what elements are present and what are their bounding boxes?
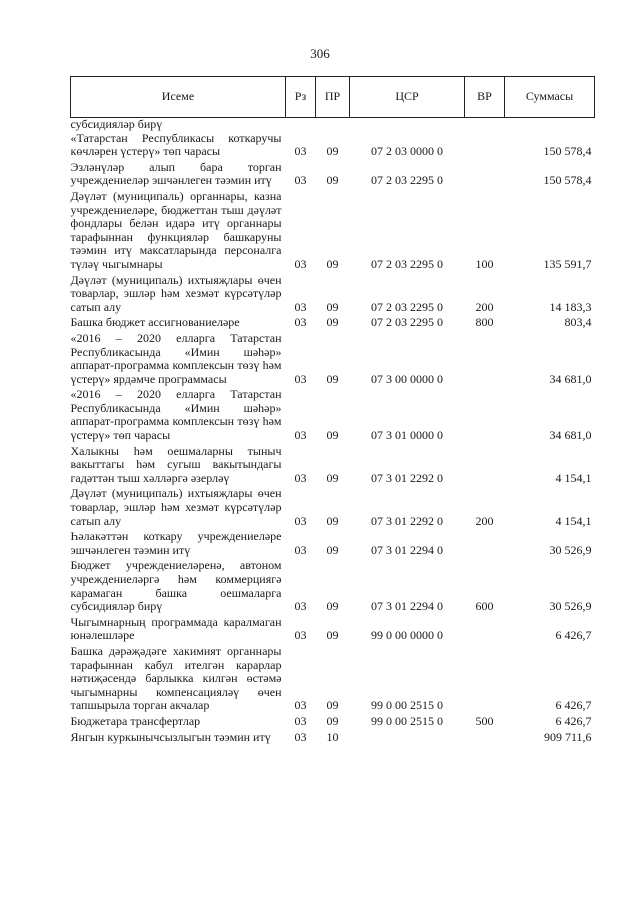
page-number: 306 bbox=[310, 46, 330, 61]
table-row bbox=[71, 274, 595, 317]
header-rz: Рз bbox=[286, 77, 316, 118]
row-csr: 99 0 00 2515 0 bbox=[371, 698, 443, 713]
row-sum: 14 183,3 bbox=[549, 299, 592, 314]
row-name: «Татарстан Республикасы коткаручы көчләрен үстерү» төп чарасы bbox=[70, 130, 282, 159]
row-name: Эзләнүләр алып бара торган учреждениеләр эшчәнлеген тәэмин итү bbox=[70, 159, 282, 188]
table-row bbox=[71, 190, 595, 274]
table-row bbox=[71, 715, 595, 731]
table-row bbox=[71, 132, 595, 161]
table-row bbox=[71, 388, 595, 444]
row-vr: 200 bbox=[475, 513, 494, 528]
header-vr: ВР bbox=[465, 77, 505, 118]
row-csr: 07 2 03 2295 0 bbox=[371, 173, 443, 188]
row-sum: 30 526,9 bbox=[549, 599, 592, 614]
row-sum: 4 154,1 bbox=[555, 470, 592, 485]
row-vr bbox=[465, 530, 505, 559]
row-name: Дәүләт (муниципаль) ихтыяҗлары өчен товарлар, эшләр һәм хезмәт күрсәтүләр сатып алу bbox=[70, 486, 282, 528]
row-rz: 03 bbox=[294, 299, 307, 314]
row-rz: 03 bbox=[294, 513, 307, 528]
header-sum: Суммасы bbox=[505, 77, 595, 118]
row-name: Янгын куркынычсызлыгын тәэмин итү bbox=[70, 729, 271, 744]
row-sum: 4 154,1 bbox=[555, 513, 592, 528]
row-csr: 99 0 00 2515 0 bbox=[371, 713, 443, 728]
row-csr: 07 3 01 2292 0 bbox=[371, 470, 443, 485]
row-pr: 09 bbox=[326, 599, 339, 614]
row-pr: 09 bbox=[326, 542, 339, 557]
row-csr bbox=[350, 731, 465, 747]
row-name: Башка дәрәҗәдәге хакимият органнары тарафыннан кабул ителгән карарлар нәтиҗәсендә барлыкка килгән өстәмә чыгымнарны компенсацияләү өчен тапшырыла торган акчалар bbox=[70, 643, 282, 713]
row-vr bbox=[465, 731, 505, 747]
row-csr: 99 0 00 0000 0 bbox=[371, 628, 443, 643]
row-sum: 150 578,4 bbox=[543, 173, 592, 188]
row-rz: 03 bbox=[294, 698, 307, 713]
row-sum: 30 526,9 bbox=[549, 542, 592, 557]
row-rz: 03 bbox=[294, 470, 307, 485]
row-vr bbox=[465, 645, 505, 715]
row-rz: 03 bbox=[294, 315, 307, 330]
table-row bbox=[71, 332, 595, 388]
header-name: Исеме bbox=[71, 77, 286, 118]
row-sum: 150 578,4 bbox=[543, 144, 592, 159]
table-row bbox=[71, 616, 595, 645]
row-vr: 800 bbox=[475, 315, 494, 330]
row-pr: 09 bbox=[326, 315, 339, 330]
header-csr: ЦСР bbox=[350, 77, 465, 118]
row-name: Дәүләт (муниципаль) органнары, казна учреждениеләре, бюджеттан тыш дәүләт фондлары белән идарә итү органнары тарафыннан функцияләр башкаруны тәэмин итү максатларында персоналга түләү чыгымнары bbox=[70, 188, 282, 271]
row-csr: 07 2 03 2295 0 bbox=[371, 315, 443, 330]
table-row bbox=[71, 316, 595, 332]
row-rz: 03 bbox=[294, 713, 307, 728]
budget-table bbox=[70, 76, 595, 746]
row-csr: 07 2 03 2295 0 bbox=[371, 256, 443, 271]
row-name: Халыкны һәм оешмаларны тыныч вакыттагы һәм сугыш вакытындагы гадәттән тыш хәлләргә әзерләү bbox=[70, 443, 282, 485]
row-sum: 803,4 bbox=[564, 315, 592, 330]
row-vr bbox=[465, 132, 505, 161]
row-csr: 07 2 03 2295 0 bbox=[371, 299, 443, 314]
row-pr: 10 bbox=[326, 729, 339, 744]
table-row bbox=[71, 645, 595, 715]
row-name: Һәлакәттән коткару учреждениеләре эшчәнлеген тәэмин итү bbox=[70, 529, 282, 557]
row-csr: 07 3 01 0000 0 bbox=[371, 428, 443, 443]
row-rz: 03 bbox=[294, 729, 307, 744]
row-pr: 09 bbox=[326, 299, 339, 314]
row-sum: 909 711,6 bbox=[543, 729, 592, 744]
row-rz: 03 bbox=[294, 173, 307, 188]
table-row bbox=[71, 487, 595, 530]
row-rz: 03 bbox=[294, 144, 307, 159]
table-row bbox=[71, 530, 595, 559]
row-rz: 03 bbox=[294, 371, 307, 386]
row-rz: 03 bbox=[294, 599, 307, 614]
row-vr bbox=[465, 616, 505, 645]
row-vr: 100 bbox=[475, 256, 494, 271]
continuation-row bbox=[71, 118, 595, 132]
row-vr bbox=[465, 388, 505, 444]
row-pr: 09 bbox=[326, 256, 339, 271]
row-name: Дәүләт (муниципаль) ихтыяҗлары өчен товарлар, эшләр һәм хезмәт күрсәтүләр сатып алу bbox=[70, 272, 282, 314]
row-csr: 07 3 01 2292 0 bbox=[371, 513, 443, 528]
row-csr: 07 3 01 2294 0 bbox=[371, 542, 443, 557]
row-sum: 6 426,7 bbox=[555, 628, 592, 643]
row-name: Башка бюджет ассигнованиеләре bbox=[70, 315, 240, 330]
table-row bbox=[71, 161, 595, 190]
row-csr: 07 3 00 0000 0 bbox=[371, 371, 443, 386]
row-pr: 09 bbox=[326, 144, 339, 159]
row-name: Чыгымнарның программада каралмаган юнәлешләре bbox=[70, 614, 282, 643]
row-csr: 07 2 03 0000 0 bbox=[371, 144, 443, 159]
header-pr: ПР bbox=[316, 77, 350, 118]
row-vr bbox=[465, 332, 505, 388]
row-pr: 09 bbox=[326, 428, 339, 443]
continuation-text: субсидияләр бирү bbox=[70, 117, 163, 131]
row-vr bbox=[465, 445, 505, 488]
row-pr: 09 bbox=[326, 470, 339, 485]
row-name: Бюджет учреждениеләренә, автоном учреждениеләргә һәм коммерциягә карамаган башка оешмаларга субсидияләр бирү bbox=[70, 558, 282, 614]
table-header-row bbox=[71, 77, 595, 118]
row-vr: 500 bbox=[475, 713, 494, 728]
row-pr: 09 bbox=[326, 173, 339, 188]
row-rz: 03 bbox=[294, 542, 307, 557]
row-vr: 600 bbox=[475, 599, 494, 614]
row-sum: 6 426,7 bbox=[555, 698, 592, 713]
row-rz: 03 bbox=[294, 256, 307, 271]
row-pr: 09 bbox=[326, 713, 339, 728]
row-name: Бюджетара трансфертлар bbox=[70, 713, 201, 728]
row-csr: 07 3 01 2294 0 bbox=[371, 599, 443, 614]
table-row bbox=[71, 731, 595, 747]
row-name: «2016 – 2020 елларга Татарстан Республикасында «Имин шәһәр» аппарат-программа комплексын төзү һәм үстерү» ярдәмче программасы bbox=[70, 330, 282, 386]
row-vr bbox=[465, 161, 505, 190]
row-sum: 6 426,7 bbox=[555, 713, 592, 728]
row-rz: 03 bbox=[294, 428, 307, 443]
row-sum: 34 681,0 bbox=[549, 428, 592, 443]
row-pr: 09 bbox=[326, 698, 339, 713]
row-name: «2016 – 2020 елларга Татарстан Республикасында «Имин шәһәр» аппарат-программа комплексын төзү һәм үстерү» төп чарасы bbox=[70, 387, 282, 443]
row-pr: 09 bbox=[326, 371, 339, 386]
table-row bbox=[71, 445, 595, 488]
row-vr: 200 bbox=[475, 299, 494, 314]
row-rz: 03 bbox=[294, 628, 307, 643]
table-row bbox=[71, 559, 595, 615]
row-sum: 34 681,0 bbox=[549, 371, 592, 386]
row-pr: 09 bbox=[326, 513, 339, 528]
row-pr: 09 bbox=[326, 628, 339, 643]
row-sum: 135 591,7 bbox=[543, 256, 592, 271]
